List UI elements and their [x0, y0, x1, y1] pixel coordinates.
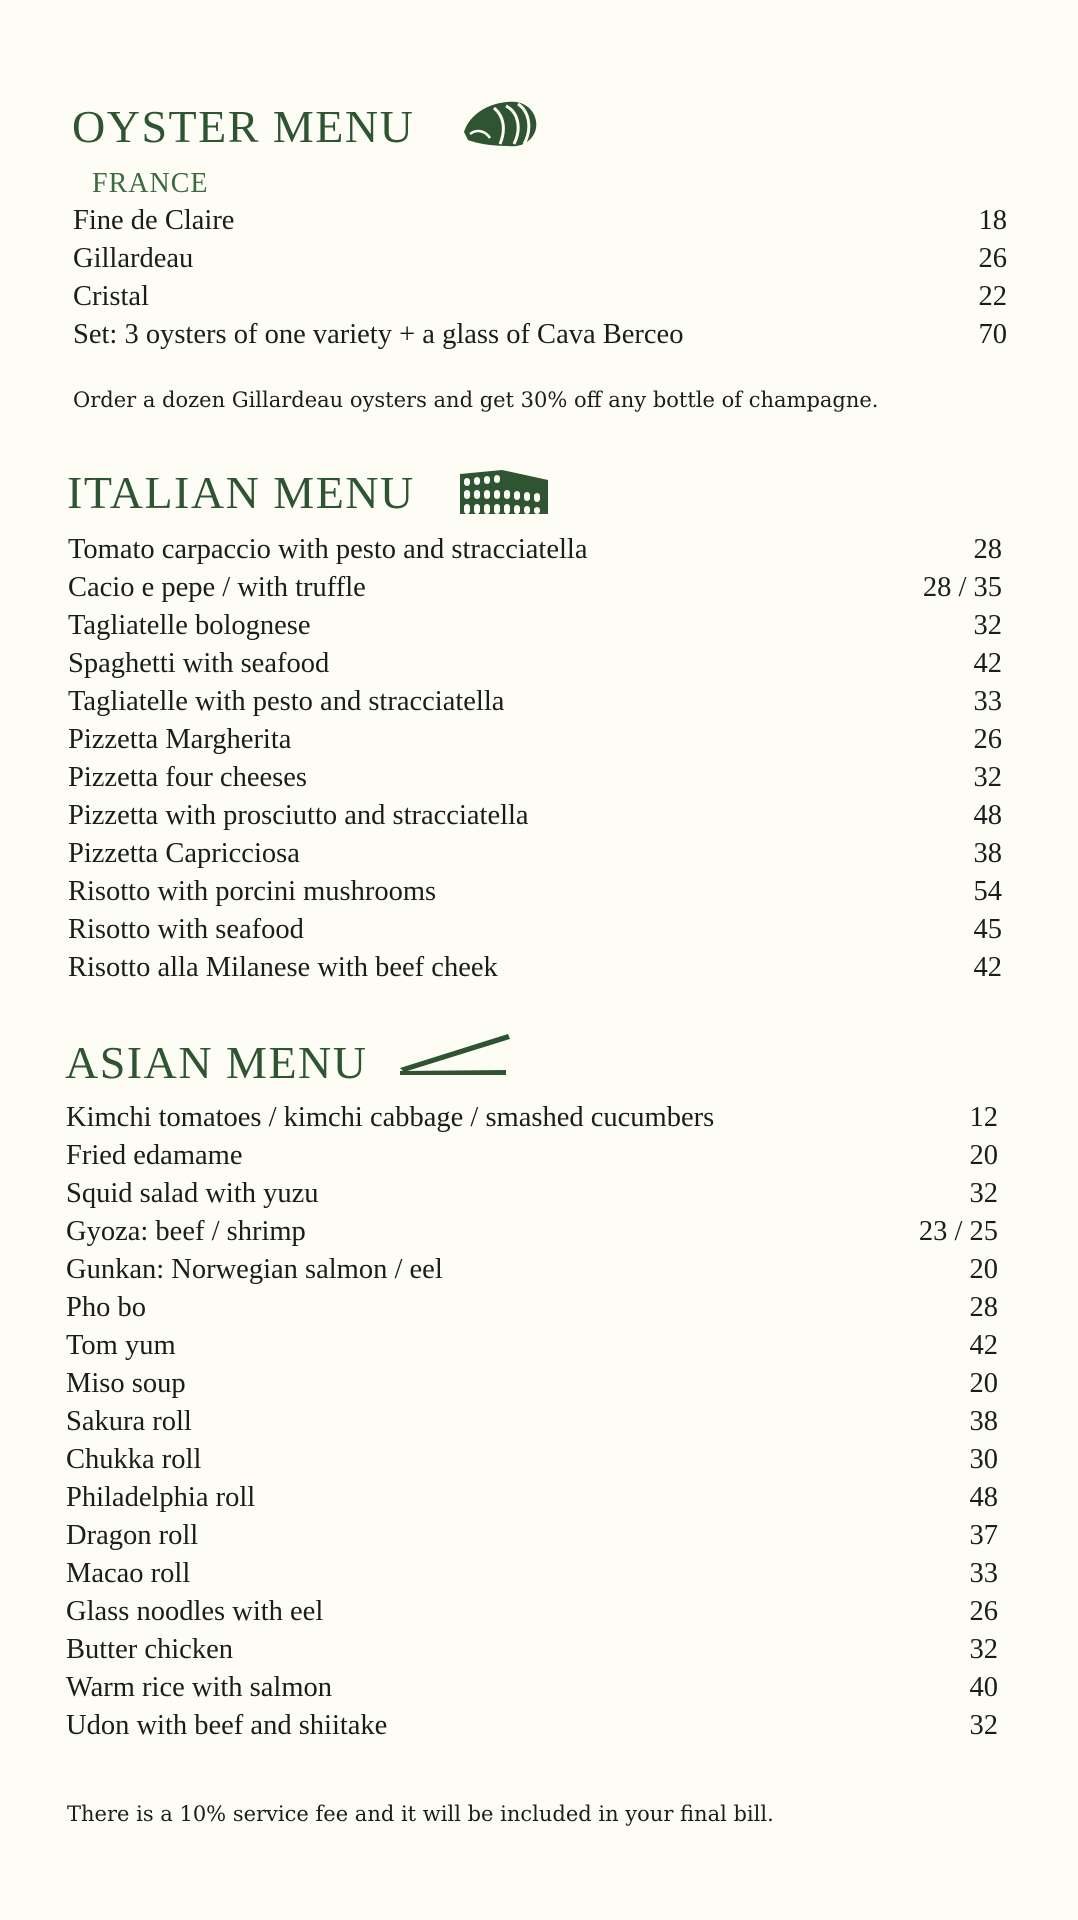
item-price: 28 / 35	[922, 572, 1002, 603]
item-name: Spaghetti with seafood	[68, 648, 330, 679]
item-name: Pizzetta Margherita	[68, 724, 292, 755]
service-fee-note: There is a 10% service fee and it will be included in your final bill.	[67, 1802, 774, 1826]
item-price: 33	[969, 1558, 998, 1589]
item-price: 32	[973, 762, 1002, 793]
menu-item	[66, 1289, 998, 1327]
item-price: 45	[973, 914, 1002, 945]
menu-item	[68, 607, 1002, 645]
oyster-icon	[460, 98, 538, 150]
item-name: Pizzetta Capricciosa	[68, 838, 300, 869]
menu-item	[68, 645, 1002, 683]
item-price: 20	[969, 1368, 998, 1399]
item-name: Risotto alla Milanese with beef cheek	[68, 952, 498, 983]
item-price: 37	[969, 1520, 998, 1551]
menu-item	[66, 1403, 998, 1441]
menu-item	[68, 531, 1002, 569]
asian-menu-title: ASIAN MENU	[65, 1037, 368, 1088]
item-name: Pho bo	[66, 1292, 146, 1323]
asian-items	[66, 1099, 998, 1745]
menu-item	[73, 316, 1007, 354]
item-name: Fine de Claire	[73, 205, 235, 236]
item-price: 32	[973, 610, 1002, 641]
item-name: Chukka roll	[66, 1444, 202, 1475]
item-name: Macao roll	[66, 1558, 191, 1589]
item-price: 28	[969, 1292, 998, 1323]
item-price: 48	[973, 800, 1002, 831]
menu-item	[66, 1669, 998, 1707]
item-price: 38	[969, 1406, 998, 1437]
menu-item	[66, 1213, 998, 1251]
item-price: 38	[973, 838, 1002, 869]
item-name: Philadelphia roll	[66, 1482, 256, 1513]
item-name: Gillardeau	[73, 243, 194, 274]
item-name: Set: 3 oysters of one variety + a glass of Cava Berceo	[73, 319, 684, 350]
item-price: 42	[973, 952, 1002, 983]
item-name: Cristal	[73, 281, 149, 312]
item-price: 22	[978, 281, 1007, 312]
item-price: 70	[978, 319, 1007, 350]
menu-item	[66, 1365, 998, 1403]
menu-item	[68, 721, 1002, 759]
item-name: Gyoza: beef / shrimp	[66, 1216, 306, 1247]
item-price: 20	[969, 1140, 998, 1171]
item-price: 23 / 25	[918, 1216, 998, 1247]
colosseum-icon	[458, 466, 550, 516]
item-name: Tom yum	[66, 1330, 176, 1361]
item-price: 26	[969, 1596, 998, 1627]
item-price: 48	[969, 1482, 998, 1513]
item-name: Tagliatelle with pesto and stracciatella	[68, 686, 505, 717]
menu-item	[68, 759, 1002, 797]
menu-item	[68, 683, 1002, 721]
item-name: Dragon roll	[66, 1520, 199, 1551]
italian-menu-title: ITALIAN MENU	[67, 467, 415, 518]
menu-item	[68, 569, 1002, 607]
item-name: Tomato carpaccio with pesto and stracciatella	[68, 534, 588, 565]
oyster-items	[73, 202, 1007, 354]
item-name: Pizzetta with prosciutto and stracciatella	[68, 800, 529, 831]
region-label: FRANCE	[92, 168, 209, 199]
item-price: 20	[969, 1254, 998, 1285]
item-name: Cacio e pepe / with truffle	[68, 572, 366, 603]
item-price: 26	[978, 243, 1007, 274]
item-price: 54	[973, 876, 1002, 907]
menu-item	[66, 1593, 998, 1631]
menu-item	[68, 835, 1002, 873]
item-name: Udon with beef and shiitake	[66, 1710, 388, 1741]
menu-item	[66, 1327, 998, 1365]
menu-item	[66, 1479, 998, 1517]
menu-item	[68, 873, 1002, 911]
item-name: Sakura roll	[66, 1406, 192, 1437]
menu-item	[66, 1707, 998, 1745]
menu-item	[66, 1631, 998, 1669]
menu-item	[73, 240, 1007, 278]
italian-items	[68, 531, 1002, 987]
menu-item	[66, 1441, 998, 1479]
menu-item	[68, 911, 1002, 949]
item-name: Gunkan: Norwegian salmon / eel	[66, 1254, 443, 1285]
menu-item	[66, 1251, 998, 1289]
chopsticks-icon	[396, 1030, 514, 1076]
menu-item	[68, 797, 1002, 835]
menu-item	[66, 1517, 998, 1555]
item-price: 30	[969, 1444, 998, 1475]
item-name: Fried edamame	[66, 1140, 243, 1171]
item-name: Butter chicken	[66, 1634, 233, 1665]
item-name: Warm rice with salmon	[66, 1672, 333, 1703]
item-name: Kimchi tomatoes / kimchi cabbage / smashed cucumbers	[66, 1102, 715, 1133]
item-price: 42	[973, 648, 1002, 679]
item-price: 40	[969, 1672, 998, 1703]
item-price: 32	[969, 1178, 998, 1209]
menu-item	[68, 949, 1002, 987]
item-price: 26	[973, 724, 1002, 755]
menu-item	[66, 1099, 998, 1137]
menu-item	[73, 278, 1007, 316]
menu-item	[73, 202, 1007, 240]
promo-note: Order a dozen Gillardeau oysters and get 30% off any bottle of champagne.	[73, 388, 879, 412]
item-name: Risotto with porcini mushrooms	[68, 876, 437, 907]
item-price: 28	[973, 534, 1002, 565]
item-name: Squid salad with yuzu	[66, 1178, 319, 1209]
item-price: 32	[969, 1634, 998, 1665]
item-name: Risotto with seafood	[68, 914, 304, 945]
menu-item	[66, 1137, 998, 1175]
item-name: Glass noodles with eel	[66, 1596, 324, 1627]
item-price: 42	[969, 1330, 998, 1361]
item-name: Pizzetta four cheeses	[68, 762, 307, 793]
menu-item	[66, 1555, 998, 1593]
item-price: 12	[969, 1102, 998, 1133]
item-name: Tagliatelle bolognese	[68, 610, 311, 641]
item-name: Miso soup	[66, 1368, 186, 1399]
item-price: 33	[973, 686, 1002, 717]
item-price: 32	[969, 1710, 998, 1741]
item-price: 18	[978, 205, 1007, 236]
oyster-menu-title: OYSTER MENU	[72, 101, 415, 152]
menu-item	[66, 1175, 998, 1213]
